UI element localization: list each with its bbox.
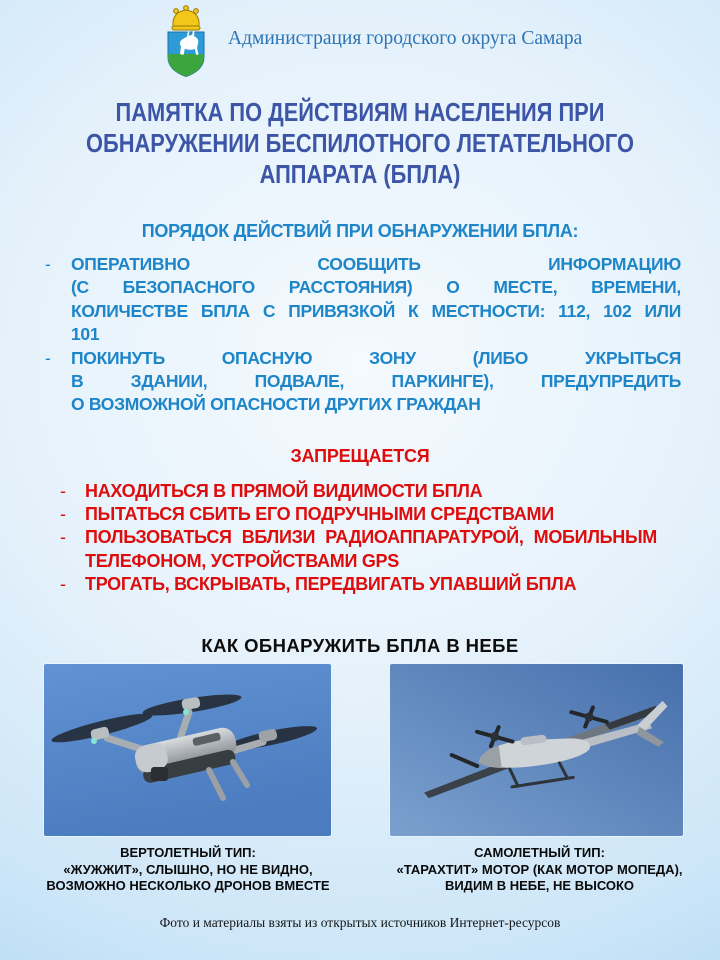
order-item-line: ОПЕРАТИВНО СООБЩИТЬ ИНФОРМАЦИЮ [71,254,681,274]
forbidden-item-line: ПЫТАТЬСЯ СБИТЬ ЕГО ПОДРУЧНЫМИ СРЕДСТВАМИ [85,504,554,525]
fixed-wing-caption [372,845,707,895]
order-item-line: ПОКИНУТЬ ОПАСНУЮ ЗОНУ (ЛИБО УКРЫТЬСЯ [71,347,681,368]
forbidden-list-item [60,503,657,526]
order-list [45,253,681,417]
quadcopter-drone-illustration [44,664,331,836]
poster-title-line: АППАРАТА (БПЛА) [259,159,461,189]
quadcopter-caption [28,845,348,895]
order-list-item [45,347,681,417]
caption-line: САМОЛЕТНЫЙ ТИП: [474,845,605,860]
forbidden-section-heading: ЗАПРЕЩАЕТСЯ [290,446,430,466]
fixed-wing-drone-illustration [390,664,683,836]
dash-bullet-icon: - [60,481,66,501]
forbidden-item-line: НАХОДИТЬСЯ В ПРЯМОЙ ВИДИМОСТИ БПЛА [85,481,483,501]
caption-line: «ЖУЖЖИТ», СЛЫШНО, НО НЕ ВИДНО, [63,861,313,877]
fixed-wing-drone-photo [390,664,683,836]
forbidden-list-item [60,526,657,572]
caption-line: ВЕРТОЛЕТНЫЙ ТИП: [120,845,256,860]
quadcopter-drone-photo [44,664,331,836]
order-list-item [45,253,681,347]
poster-title-line: ПАМЯТКА ПО ДЕЙСТВИЯМ НАСЕЛЕНИЯ ПРИ [115,97,605,127]
order-item-line: КОЛИЧЕСТВЕ БПЛА С ПРИВЯЗКОЙ К МЕСТНОСТИ: 112, 102 ИЛИ [71,300,681,321]
forbidden-item-line: ТРОГАТЬ, ВСКРЫВАТЬ, ПЕРЕДВИГАТЬ УПАВШИЙ БПЛА [85,573,577,594]
poster-title-line: ОБНАРУЖЕНИИ БЕСПИЛОТНОГО ЛЕТАТЕЛЬНОГО [86,128,634,158]
forbidden-list-item [60,573,657,596]
dash-bullet-icon: - [45,347,51,368]
order-item-line: В ЗДАНИИ, ПОДВАЛЕ, ПАРКИНГЕ), ПРЕДУПРЕДИТЬ [71,371,681,392]
caption-line: ВИДИМ В НЕБЕ, НЕ ВЫСОКО [444,878,635,893]
caption-line: ВОЗМОЖНО НЕСКОЛЬКО ДРОНОВ ВМЕСТЕ [46,878,330,893]
detect-section-heading: КАК ОБНАРУЖИТЬ БПЛА В НЕБЕ [201,635,519,656]
forbidden-item-line: ТЕЛЕФОНОМ, УСТРОЙСТВАМИ GPS [85,550,399,571]
dash-bullet-icon: - [60,573,66,594]
caption-line: «ТАРАХТИТ» МОТОР (КАК МОТОР МОПЕДА), [396,861,683,877]
order-item-line: (С БЕЗОПАСНОГО РАССТОЯНИЯ) О МЕСТЕ, ВРЕМЕНИ, [71,277,681,298]
forbidden-list [60,480,657,596]
dash-bullet-icon: - [45,254,51,274]
order-item-line: О ВОЗМОЖНОЙ ОПАСНОСТИ ДРУГИХ ГРАЖДАН [71,394,481,415]
order-item-line: 101 [71,324,100,345]
forbidden-list-item [60,480,657,503]
samara-coat-of-arms-icon [148,5,224,77]
org-name: Администрация городского округа Самара [228,28,583,49]
dash-bullet-icon: - [60,527,66,548]
photo-credit: Фото и материалы взяты из открытых источников Интернет-ресурсов [159,915,561,930]
forbidden-item-line: ПОЛЬЗОВАТЬСЯ ВБЛИЗИ РАДИОАППАРАТУРОЙ, МОБИЛЬНЫМ [85,527,657,548]
dash-bullet-icon: - [60,504,66,525]
poster-title [58,97,663,190]
order-section-heading: ПОРЯДОК ДЕЙСТВИЙ ПРИ ОБНАРУЖЕНИИ БПЛА: [141,221,579,241]
